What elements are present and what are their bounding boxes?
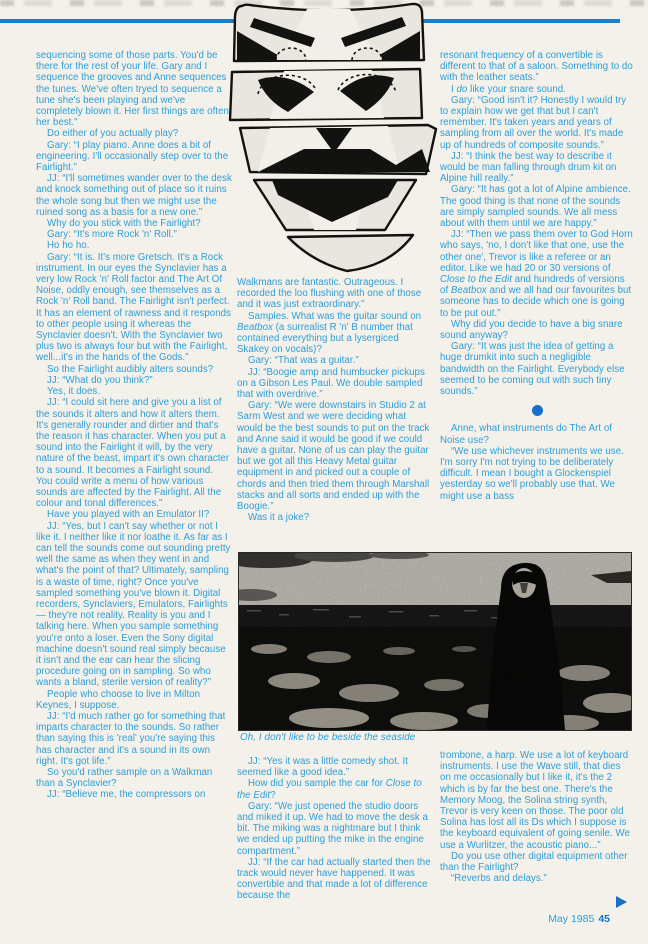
paragraph: “We use whichever instruments we use. I'm sorry I'm not trying to be deliberately difficult. I mean I bought a Glockenspiel yesterday so we'll probably use that. We might use a bass (440, 445, 624, 502)
issue-date: May 1985 (548, 913, 595, 925)
paragraph: Gary: “It's more Rock 'n' Roll.” (47, 229, 177, 241)
paragraph: Gary: “We just opened the studio doors and miked it up. We had to move the desk a bit. The miking was a nightmare but I think we ended up putting the mike in the engine compartment.” (237, 800, 428, 857)
article-column-middle-bottom (237, 756, 432, 918)
paragraph: So the Fairlight audibly alters sounds? (47, 363, 214, 375)
paragraph: JJ: “I'll sometimes wander over to the desk and knock something out of place so it ruins the whole song but then we might use the ruined song as a basis for a new one.” (36, 173, 232, 218)
paragraph: Anne, what instruments do The Art of Noise use? (440, 423, 613, 446)
paragraph: JJ: “I think the best way to describe it would be man falling through drum kit on Alpine hill really.” (440, 150, 617, 185)
top-rule-right (422, 19, 620, 23)
paragraph: Walkmans are fantastic. Outrageous. I recorded the loo flushing with one of those and it was just extraordinary.” (237, 277, 422, 311)
section-separator-dot (532, 405, 543, 416)
paragraph: JJ: “If the car had actually started then the track would never have happened. It was convertible and that made a lot of difference because the (237, 856, 431, 902)
paragraph: Ho ho ho. (47, 240, 90, 252)
paragraph: Have you played with an Emulator II? (47, 509, 210, 521)
paragraph: People who choose to live in Milton Keynes, I suppose. (36, 688, 201, 711)
paragraph: JJ: “Yes it was a little comedy shot. It seemed like a good idea.” (237, 756, 408, 779)
page-number: 45 (598, 913, 610, 925)
article-column-middle-top (237, 277, 432, 543)
paragraph: JJ: “Boogie amp and humbucker pickups on a Gibson Les Paul. We double sampled that with overdrive.” (237, 366, 425, 401)
article-column-left (36, 50, 232, 918)
paragraph: “Reverbs and delays.” (451, 873, 547, 885)
paragraph: Why do you stick with the Fairlight? (47, 218, 201, 230)
article-column-right-bottom (440, 750, 634, 892)
paragraph: Samples. What was the guitar sound on Beatbox (a surrealist R 'n' B number that contained everything but a lysergiced Skakey on vocals)? (237, 310, 422, 356)
paragraph: Do you use other digital equipment other than the Fairlight? (440, 850, 628, 874)
paragraph: I do like your snare sound. (451, 83, 566, 95)
paragraph: Gary: “It is. It's more Gretsch. It's a Rock instrument. In our eyes the Synclavier has a very low Rock 'n' Roll factor and The Art Of Noise, oddly enough, see themselves as a Rock 'n' Roll band. The Fairlight isn't perfect. It has an element of rawness and it responds to other people using it whereas the Synclavier doesn't. With the Synclavier two plus two is always four but with the Fairlight, well...it's in the hands of the Gods.” (36, 251, 231, 364)
paragraph: JJ: “Believe me, the compressors on (47, 789, 206, 801)
paragraph: trombone, a harp. We use a lot of keyboard instruments. I use the Wave still, that dies on me occasionally but I like it, it's the 2 which is by far the best one. There's the Memory Moog, the Solina string synth, Trevor is very keen on those. The poor old Solina has lost all its Ds which I suppose is the keyboard equivalent of going senile. We use a Wurlitzer, the acoustic piano...” (440, 750, 630, 851)
paragraph: So you'd rather sample on a Walkman than a Synclavier? (36, 767, 213, 790)
paragraph: Gary: “I play piano. Anne does a bit of engineering. I'll occasionally step over to the Fairlight.” (36, 139, 229, 174)
paragraph: Gary: “It has got a lot of Alpine ambience. The good thing is that none of the sounds are simply sampled sounds. We all mess about with them until we are happy.” (440, 184, 631, 230)
paragraph: Gary: “We were downstairs in Studio 2 at Sarm West and we were deciding what would be the best sounds to put on the track and Anne said it would be good if we could have a guitar. None of us can play the guitar but we got all this Heavy Metal guitar equipment in and picked out a couple of chords and then tried them through Marshall stacks and all sorts and ended up with the Boogie.” (237, 400, 430, 513)
paragraph: JJ: “I'd much rather go for something that imparts character to the sounds. So rather than saying this is 'real' you're saying this has character and it's a sound in its own right. It's got life.” (36, 710, 226, 767)
paragraph: Yes, it does. (47, 386, 101, 398)
photo-caption: Oh, I don't like to be beside the seaside (240, 732, 416, 743)
paragraph: Do either of you actually play? (47, 128, 179, 140)
paragraph: Why did you decide to have a big snare sound anyway? (440, 318, 623, 342)
paragraph: JJ: “I could sit here and give you a list of the sounds it alters and how it alters them. It's generally rounder and dirtier and that's the reason it has character. When you put a sound into the Fairlight it will, by the very nature of the beast, impart it's own character to a sound. It becomes a Fairlight sound. You could write a menu of how various sounds are affected by the Fairlight. All the colour and tonal differences.” (36, 397, 230, 510)
paragraph: Gary: “That was a guitar.” (248, 355, 359, 367)
article-column-right-top (440, 50, 634, 548)
paragraph: sequencing some of those parts. You'd be there for the rest of your life. Gary and I sequence the grooves and Anne sequences the tunes. We've often tryed to sequence a tune she's been playing and we've completely blown it. Her first things are often her best." (36, 50, 229, 129)
paragraph: Was it a joke? (248, 512, 310, 524)
paragraph: JJ: “Then we pass them over to God Horn who says, 'no, I don't like that one, use the other one', Trevor is like a referee or an editor. Like we had 20 or 30 versions of Close to the Edit and hundreds of versions of Beatbox and we all had our favourites but someone has to decide which one is going to be put out.” (440, 229, 633, 319)
sliced-face-illustration (228, 0, 442, 276)
paragraph: How did you sample the car for Close to the Edit? (237, 778, 422, 801)
paragraph: resonant frequency of a convertible is different to that of a saloon. Something to do with the leather seats.” (440, 50, 633, 84)
paragraph: JJ: “Yes, but I can't say whether or not I like it. I neither like it nor loathe it. As far as I can tell the sounds come out sounding pretty well the same as when they went in and what's the point of that? Ultimately, sampling is a waste of time, right? Once you've sampled something you've blown it. Digital recorders, Synclaviers, Emulators, Fairlights — they're not reality. Reality is you and I talking here. When you sample something you're onto a loser. Even the Sony digital machine doesn't sound real simply because it isn't and the ear can hear the slicing procedure going on in sampling. So who wants a bland, sterile version of reality?” (36, 520, 231, 689)
top-rule-left (0, 19, 236, 23)
paragraph: Gary: “It was just the idea of getting a huge drumkit into such a negligible bandwidth on the Fairlight. Everybody else seemed to be coming out with such tiny sounds.” (440, 341, 625, 398)
seaside-photo (239, 553, 631, 730)
page-footer (400, 913, 610, 925)
paragraph: Gary: “Good isn't it? Honestly I would try to explain how we get that but I can't remember. It's taken years and years of sampling from all over the world. It's made up of hundreds of composite sounds.” (440, 94, 627, 151)
paragraph: JJ: “What do you think?” (47, 374, 153, 386)
next-page-arrow-icon (616, 896, 627, 908)
